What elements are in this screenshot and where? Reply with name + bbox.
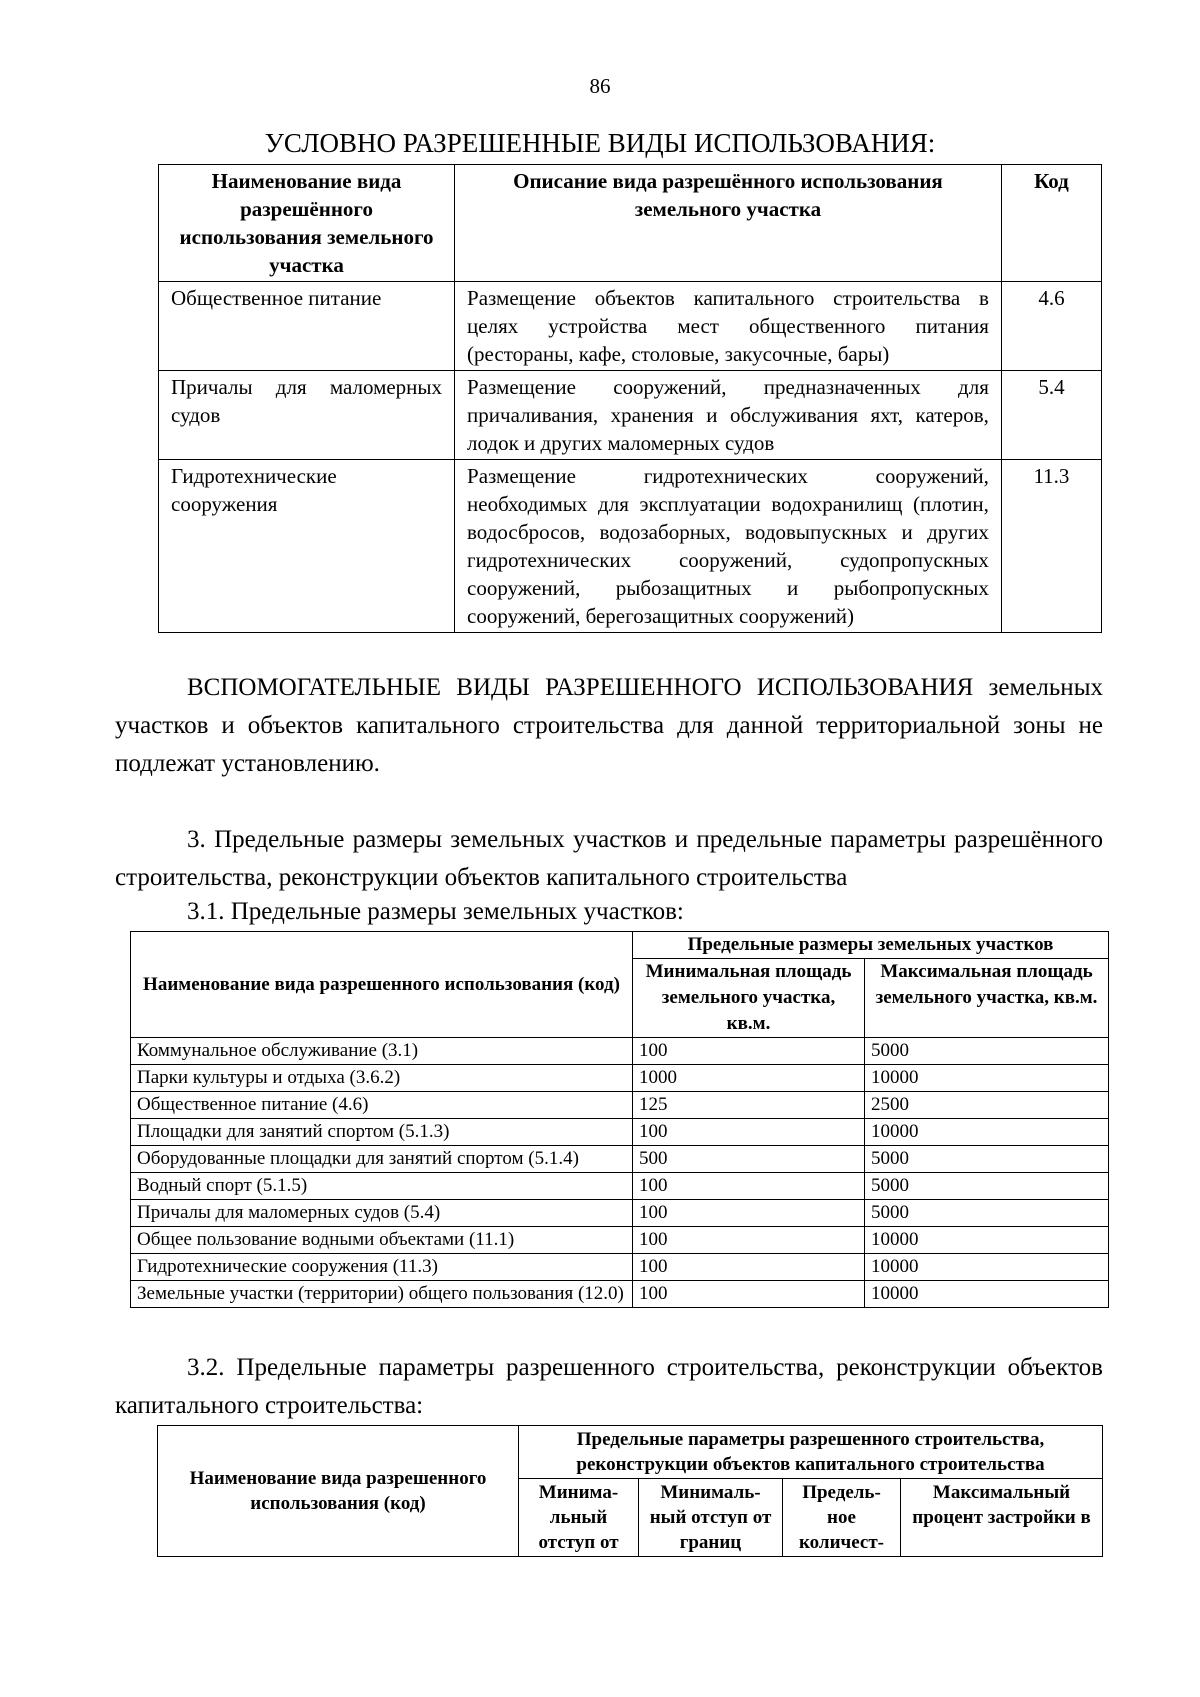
table-row — [131, 1065, 1109, 1092]
min-area: 100 — [633, 1173, 865, 1200]
use-description: Размещение гидротехнических сооружений, необходимых для эксплуатации водохранилищ (плотин, водосбросов, водозаборных, водовыпускных и других гидротехнических сооружений, судопропускных сооружений, рыбозащитных и рыбопропускных сооружений, берегозащитных сооружений) — [455, 460, 1002, 633]
table-row — [131, 1227, 1109, 1254]
conditional-uses-table — [158, 164, 1102, 633]
use-code: 5.4 — [1001, 371, 1101, 460]
use-name: Общественное питание — [159, 282, 455, 371]
col-header-name: Наименование вида разрешенного использования (код) — [131, 932, 633, 1038]
max-area: 5000 — [865, 1200, 1109, 1227]
use-name: Общественное питание (4.6) — [131, 1092, 633, 1119]
max-area: 5000 — [865, 1146, 1109, 1173]
max-area: 10000 — [865, 1119, 1109, 1146]
col-header-max-area: Максимальная площадь земельного участка, кв.м. — [865, 959, 1109, 1038]
construction-parameters-table — [157, 1425, 1103, 1557]
max-area: 10000 — [865, 1254, 1109, 1281]
max-area: 10000 — [865, 1227, 1109, 1254]
max-area: 10000 — [865, 1281, 1109, 1308]
col-header-max-coverage: Максимальный процент застройки в — [901, 1479, 1103, 1557]
col-header-name: Наименование вида разрешённого использования земельного участка — [159, 165, 455, 282]
use-description: Размещение сооружений, предназначенных для причаливания, хранения и обслуживания яхт, катеров, лодок и других маломерных судов — [455, 371, 1002, 460]
table-header-row — [131, 932, 1109, 959]
col-header-group: Предельные параметры разрешенного строительства, реконструкции объектов капитального строительства — [519, 1426, 1103, 1479]
use-name: Коммунальное обслуживание (3.1) — [131, 1038, 633, 1065]
min-area: 1000 — [633, 1065, 865, 1092]
min-area: 100 — [633, 1200, 865, 1227]
table-row — [159, 460, 1102, 633]
section-3-heading: 3. Предельные размеры земельных участков и предельные параметры разрешённого строительства, реконструкции объектов капитального строительства — [115, 826, 1103, 891]
min-area: 100 — [633, 1254, 865, 1281]
table-row — [131, 1254, 1109, 1281]
use-name: Земельные участки (территории) общего пользования (12.0) — [131, 1281, 633, 1308]
table-header-row — [158, 1426, 1103, 1479]
col-header-max-floors: Предель-ное количест- — [783, 1479, 901, 1557]
use-name: Причалы для маломерных судов — [159, 371, 455, 460]
col-header-group: Предельные размеры земельных участков — [633, 932, 1109, 959]
use-name: Водный спорт (5.1.5) — [131, 1173, 633, 1200]
use-name: Оборудованные площадки для занятий спортом (5.1.4) — [131, 1146, 633, 1173]
use-name: Общее пользование водными объектами (11.1) — [131, 1227, 633, 1254]
plot-size-limits-table — [130, 931, 1109, 1308]
use-name: Площадки для занятий спортом (5.1.3) — [131, 1119, 633, 1146]
heading-conditional-uses: УСЛОВНО РАЗРЕШЕННЫЕ ВИДЫ ИСПОЛЬЗОВАНИЯ: — [264, 128, 936, 158]
use-code: 11.3 — [1001, 460, 1101, 633]
table-row — [159, 371, 1102, 460]
use-code: 4.6 — [1001, 282, 1101, 371]
max-area: 5000 — [865, 1038, 1109, 1065]
col-header-description: Описание вида разрешённого использования земельного участка — [455, 165, 1002, 282]
max-area: 2500 — [865, 1092, 1109, 1119]
min-area: 100 — [633, 1038, 865, 1065]
use-name: Гидротехнические сооружения — [159, 460, 455, 633]
table-row — [131, 1146, 1109, 1173]
min-area: 100 — [633, 1119, 865, 1146]
auxiliary-uses-paragraph: ВСПОМОГАТЕЛЬНЫЕ ВИДЫ РАЗРЕШЕННОГО ИСПОЛЬЗОВАНИЯ земельных участков и объектов капитального строительства для данной территориальной зоны не подлежат установлению. — [115, 674, 1103, 777]
use-name: Парки культуры и отдыха (3.6.2) — [131, 1065, 633, 1092]
col-header-min-area: Минимальная площадь земельного участка, кв.м. — [633, 959, 865, 1038]
table-row — [131, 1173, 1109, 1200]
use-description: Размещение объектов капитального строительства в целях устройства мест общественного питания (рестораны, кафе, столовые, закусочные, бары) — [455, 282, 1002, 371]
col-header-name: Наименование вида разрешенного использования (код) — [158, 1426, 519, 1557]
max-area: 5000 — [865, 1173, 1109, 1200]
min-area: 500 — [633, 1146, 865, 1173]
table-row — [131, 1119, 1109, 1146]
min-area: 125 — [633, 1092, 865, 1119]
col-header-min-offset-borders: Минималь-ный отступ от границ — [639, 1479, 783, 1557]
min-area: 100 — [633, 1227, 865, 1254]
table-row — [131, 1092, 1109, 1119]
min-area: 100 — [633, 1281, 865, 1308]
use-name: Гидротехнические сооружения (11.3) — [131, 1254, 633, 1281]
section-3-1-heading: 3.1. Предельные размеры земельных участков: — [187, 898, 684, 925]
page-number: 86 — [589, 74, 611, 98]
table-row — [131, 1038, 1109, 1065]
section-3-2-heading: 3.2. Предельные параметры разрешенного строительства, реконструкции объектов капитального строительства: — [115, 1354, 1103, 1419]
col-header-code: Код — [1001, 165, 1101, 282]
max-area: 10000 — [865, 1065, 1109, 1092]
col-header-min-offset: Минима-льный отступ от — [519, 1479, 639, 1557]
table-header-row — [159, 165, 1102, 282]
table-row — [131, 1200, 1109, 1227]
table-row — [159, 282, 1102, 371]
use-name: Причалы для маломерных судов (5.4) — [131, 1200, 633, 1227]
table-row — [131, 1281, 1109, 1308]
